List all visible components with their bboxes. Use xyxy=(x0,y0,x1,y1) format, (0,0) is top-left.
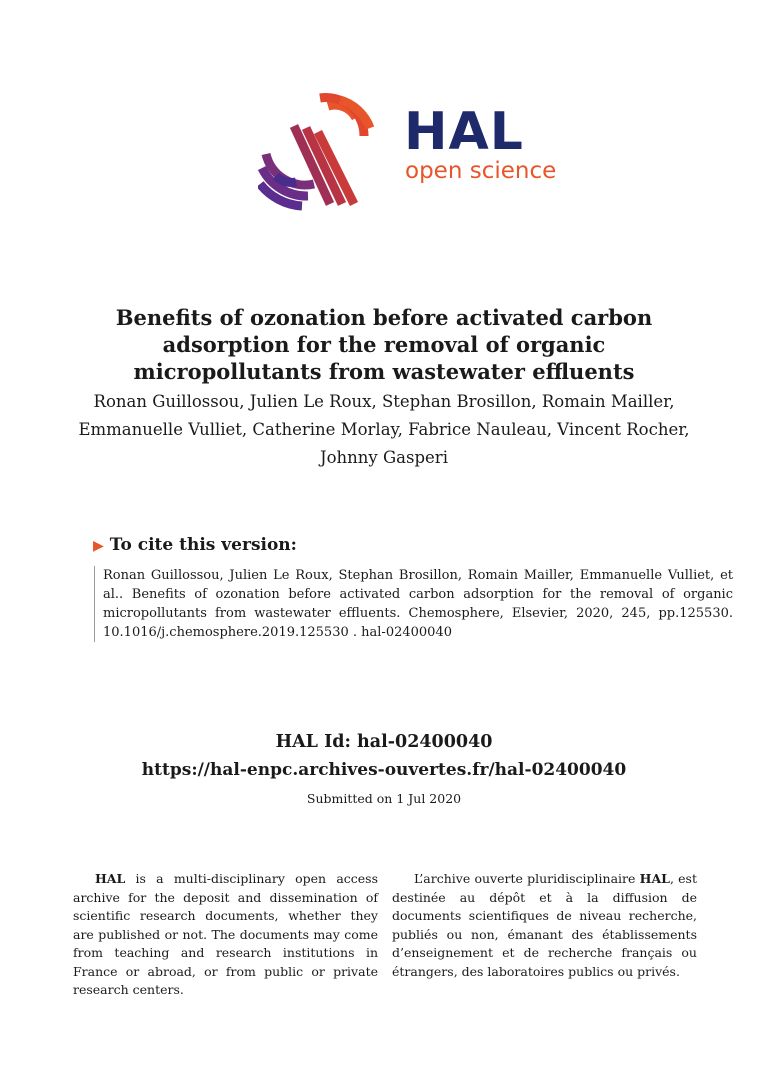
hal-tagline: open science xyxy=(405,158,557,184)
notice-brand-fr: HAL xyxy=(639,871,670,886)
hal-url-link[interactable]: https://hal-enpc.archives-ouvertes.fr/hal-02400040 xyxy=(141,760,627,780)
notice-english xyxy=(73,870,378,1000)
notice-text-en: is a multi-disciplinary open access archive for the deposit and dissemination of scientific research documents, whether they are published or not. The documents may come from teaching and research institutions in France or abroad, or from public or private research centers. xyxy=(73,871,378,997)
cite-heading-text: To cite this version: xyxy=(109,535,297,555)
cite-heading xyxy=(93,534,297,557)
article-authors: Ronan Guillossou, Julien Le Roux, Stephan Brosillon, Romain Mailler, Emmanuelle Vulliet, Catherine Morlay, Fabrice Nauleau, Vincent Rocher, Johnny Gasperi xyxy=(78,392,690,467)
notice-french xyxy=(392,870,697,981)
notice-brand-en: HAL xyxy=(95,871,126,886)
article-title: Benefits of ozonation before activated carbon adsorption for the removal of organic micropollutants from wastewater effluents xyxy=(115,305,653,384)
submission-date: Submitted on 1 Jul 2020 xyxy=(306,791,462,806)
hal-id: HAL Id: hal-02400040 xyxy=(275,732,493,752)
notice-text-fr: L’archive ouverte pluridisciplinaire xyxy=(414,871,640,886)
hal-open-science-logo xyxy=(258,92,558,212)
hal-logo-arcs-icon xyxy=(258,92,388,212)
citation-block: Ronan Guillossou, Julien Le Roux, Stephan Brosillon, Romain Mailler, Emmanuelle Vulliet, et al.. Benefits of ozonation before activated carbon adsorption for the removal of organic micropollutants from wastewater effluents. Chemosphere, Elsevier, 2020, 245, pp.125530. 10.1016/j.chemosphere.2019.125530 . hal-02400040 xyxy=(94,566,733,642)
hal-wordmark: HAL xyxy=(404,102,524,162)
notice-text-fr-2: , est destinée au dépôt et à la diffusion de documents scientifiques de niveau recherche, publiés ou non, émanant des établissements d’enseignement et de recherche français ou étrangers, des laboratoires publics ou privés. xyxy=(392,871,697,979)
triangle-bullet-icon: ▶ xyxy=(93,538,104,554)
